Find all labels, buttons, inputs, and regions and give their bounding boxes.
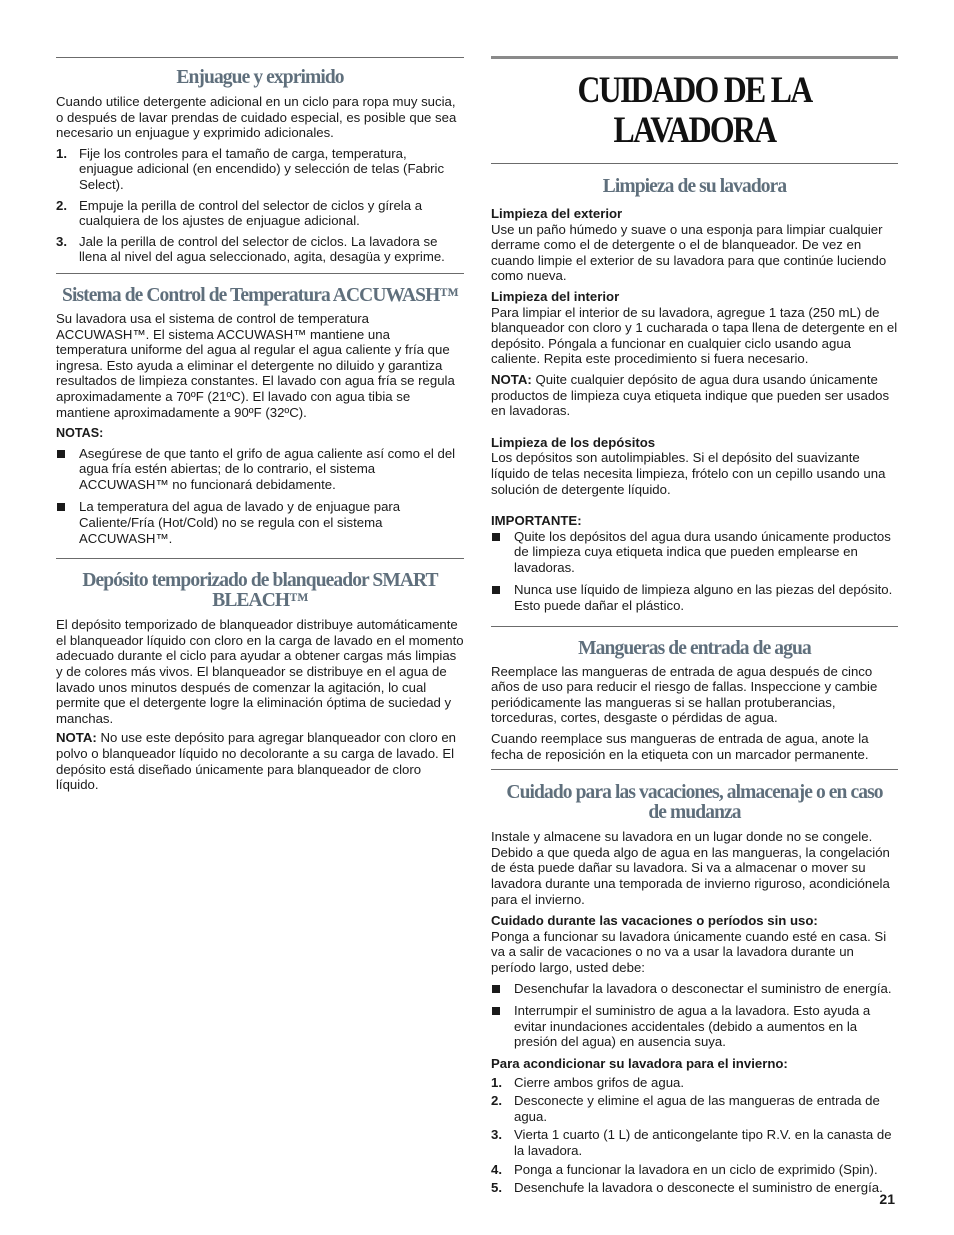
vacation-care-text: Ponga a funcionar su lavadora únicamente cuando esté en casa. Si va a salir de vacaciones o no va a usar la lavadora durante un período largo, usted debe: [491, 928, 887, 975]
exterior-label: Limpieza del exterior [491, 206, 623, 221]
section-heading-hoses: Mangueras de entrada de agua [578, 637, 811, 659]
hoses-p1: Reemplace las mangueras de entrada de agua después de cinco años de uso para reducir el riesgo de fallas. Inspeccione y cambie periódicamente las mangueras si se hallan protuberancias, torceduras, cortes, desgaste o pérdidas de agua. [491, 663, 878, 726]
section-divider [491, 163, 898, 164]
page-number: 21 [879, 1191, 895, 1207]
section-heading-vacation: Cuidado para las vacaciones, almacenaje o en caso de mudanza [506, 782, 883, 824]
important-label: IMPORTANTE: [491, 513, 582, 529]
bullet-square [492, 533, 500, 541]
dispensers-label: Limpieza de los depósitos [491, 434, 656, 450]
important-list [491, 529, 898, 614]
right-column [491, 0, 898, 1196]
vacation-intro: Instale y almacene su lavadora en un lugar donde no se congele. Debido a que queda algo de agua en las mangueras, la congelación de ésta puede dañar su lavadora. Si va a almacenar o mover su lavadora durante una temporada de invierno riguroso, acondiciónela para el invierno. [491, 829, 890, 907]
list-item: La temperatura del agua de lavado y de enjuague para Caliente/Fría (Hot/Cold) no se regula con el sistema ACCUWASH™. [56, 499, 464, 546]
vacation-care-list [491, 981, 898, 1050]
interior-label: Limpieza del interior [491, 288, 620, 304]
page-title: CUIDADO DE LA LAVADORA [577, 70, 812, 151]
exterior-text: Use un paño húmedo y suave o una esponja para limpiar cualquier derrame como el de detergente o el de blanqueador. De vez en cuando limpie el exterior de su lavadora para que continúe luciendo como nueva. [491, 221, 887, 284]
interior-text: Para limpiar el interior de su lavadora, agregue 1 taza (250 mL) de blanqueador con cloro y 1 cucharada o tapa llena de detergente en el depósito. Póngala a funcionar en cualquier ciclo usando agua caliente. Repita este procedimiento si fuera necesario. [491, 304, 898, 367]
bullet-square [492, 1007, 500, 1015]
list-item: Desenchufar la lavadora o desconectar el suministro de energía. [491, 981, 898, 997]
section-heading-rinse: Enjuague y exprimido [176, 67, 344, 88]
list-item: Quite los depósitos del agua dura usando únicamente productos de limpieza cuya etiqueta indica que pueden emplearse en lavadoras. [491, 529, 898, 576]
bullet-square [492, 586, 500, 594]
list-item: 1. Fije los controles para el tamaño de carga, temperatura, enjuague adicional (en encendido) y selección de telas (Fabric Select). [56, 145, 445, 192]
list-item: Interrumpir el suministro de agua a la lavadora. Esto ayuda a evitar inundaciones accidentales (debido a aumentos en la presión del agua) en ausencia suya. [491, 1003, 898, 1050]
title-top-rule [491, 56, 898, 59]
bleach-body: El depósito temporizado de blanqueador distribuye automáticamente el blanqueador líquido con cloro en la carga de lavado en el momento adecuado durante el ciclo para ayudar a obtener cargas más limpias y de colores más vivos. El blanqueador se distribuye en el agua de lavado unos minutos después de comenzar la agitación, lo cual permite que el detergente logre la eliminación óptima de suciedad y manchas. [56, 617, 464, 726]
section-divider [491, 769, 898, 770]
bleach-note: NOTA: No use este depósito para agregar blanqueador con cloro en polvo o blanqueador líquido no decolorante a su carga de lavado. El depósito está diseñado únicamente para blanqueador de cloro líquido. [56, 730, 457, 793]
section-divider [491, 626, 898, 627]
rinse-steps [56, 146, 464, 265]
bullet-square [57, 503, 65, 511]
list-item: 1. Cierre ambos grifos de agua. [491, 1074, 685, 1090]
section-divider [56, 558, 464, 559]
list-item: Nunca use líquido de limpieza alguno en las piezas del depósito. Esto puede dañar el plástico. [491, 582, 898, 613]
hoses-p2: Cuando reemplace sus mangueras de entrada de agua, anote la fecha de reposición en la etiqueta con un marcador permanente. [491, 731, 869, 762]
winter-steps [491, 1075, 898, 1196]
section-heading-cleaning: Limpieza de su lavadora [602, 176, 787, 197]
list-item: 2. Desconecte y elimine el agua de las mangueras de entrada de agua. [491, 1093, 880, 1124]
dispensers-text: Los depósitos son autolimpiables. Si el depósito del suavizante líquido de telas necesita limpieza, frótelo con un cepillo usando una solución de detergente líquido. [491, 450, 886, 497]
bullet-square [57, 450, 65, 458]
rinse-intro: Cuando utilice detergente adicional en un ciclo para ropa muy sucia, o después de lavar prendas de cuidado especial, es posible que sea necesario un enjuague y exprimido adicionales. [56, 94, 457, 141]
cleaning-note: NOTA: Quite cualquier depósito de agua dura usando únicamente productos de limpieza cuya etiqueta indique que pueden ser usados en lavadoras. [491, 371, 890, 419]
section-heading-accuwash: Sistema de Control de Temperatura ACCUWASH™ [62, 284, 458, 306]
section-divider [56, 273, 464, 274]
list-item: 3. Vierta 1 cuarto (1 L) de anticongelante tipo R.V. en la canasta de la lavadora. [491, 1127, 892, 1158]
list-item: Asegúrese de que tanto el grifo de agua caliente así como el del agua fría estén abiertas; de lo contrario, el sistema ACCUWASH™ no funcionará debidamente. [56, 446, 464, 493]
list-item: 3. Jale la perilla de control del selector de ciclos. La lavadora se llena al nivel del agua seleccionado, agita, desagüa y exprime. [56, 233, 445, 265]
notes-label: NOTAS: [56, 426, 104, 441]
list-item: 2. Empuje la perilla de control del selector de ciclos y gírela a cualquiera de los ajustes de enjuague adicional. [56, 197, 423, 229]
bullet-square [492, 985, 500, 993]
list-item: 5. Desenchufe la lavadora o desconecte el suministro de energía. [491, 1180, 883, 1196]
accuwash-body: Su lavadora usa el sistema de control de temperatura ACCUWASH™. El sistema ACCUWASH™ mantiene una temperatura uniforme del agua al regular el agua caliente y fría que ingresa. Esto ayuda a eliminar el detergente no diluido y garantiza resultados de limpieza constantes. El lavado con agua fría se regula aproximadamente a 70ºF (21ºC). El lavado con agua tibia se mantiene aproximadamente a 90ºF (32ºC). [56, 310, 455, 420]
accuwash-notes [56, 446, 464, 547]
winter-label: Para acondicionar su lavadora para el invierno: [491, 1055, 788, 1071]
section-heading-bleach: Depósito temporizado de blanqueador SMART BLEACH™ [82, 570, 438, 612]
vacation-care-label: Cuidado durante las vacaciones o períodos sin uso: [491, 913, 818, 929]
section-divider [56, 57, 464, 58]
list-item: 4. Ponga a funcionar la lavadora en un ciclo de exprimido (Spin). [491, 1161, 878, 1177]
left-column [56, 0, 464, 793]
